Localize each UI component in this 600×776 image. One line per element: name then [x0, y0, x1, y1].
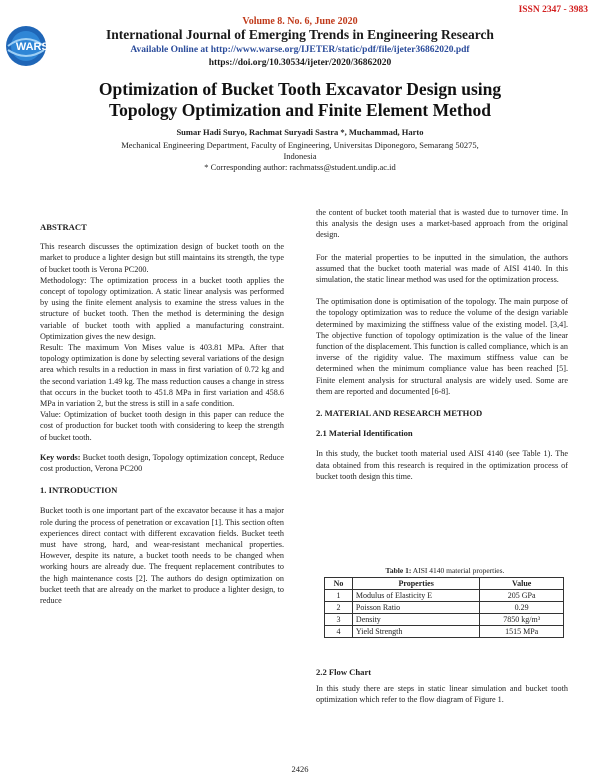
abstract-heading: ABSTRACT [40, 222, 87, 232]
table-cell: 2 [325, 602, 353, 614]
table-header: Value [480, 578, 564, 590]
right-paragraph-5: In this study there are steps in static linear simulation and bucket tooth optimization which refer to the flow diagram of Figure 1. [316, 684, 568, 705]
material-properties-table [324, 577, 564, 638]
right-paragraph-1: the content of bucket tooth material that is wasted due to turnover time. In this analysis the design uses a market-based approach from the original design. [316, 208, 568, 240]
journal-title: International Journal of Emerging Trends in Engineering Research [106, 27, 494, 42]
table-header: Properties [352, 578, 479, 590]
section-2-2-heading: 2.2 Flow Chart [316, 667, 372, 677]
corresponding-author: * Corresponding author: rachmatss@student.undip.ac.id [204, 162, 396, 172]
table-caption-label: Table 1: [385, 566, 412, 575]
table-cell: Poisson Ratio [352, 602, 479, 614]
keywords-text: Bucket tooth design, Topology optimization concept, Reduce cost production, Verona PC200 [40, 452, 284, 474]
affiliation-line-2: Indonesia [283, 151, 317, 161]
title-line-1: Optimization of Bucket Tooth Excavator Design using [98, 79, 502, 99]
paper-title [0, 79, 600, 121]
table-row [325, 602, 564, 614]
issn-label: ISSN 2347 - 3983 [518, 5, 588, 15]
keywords-label: Key words: [40, 452, 81, 462]
doi-link[interactable]: https://doi.org/10.30534/ijeter/2020/36862020 [208, 58, 392, 68]
table-caption-text: AISI 4140 material properties. [411, 566, 505, 575]
table-row [325, 614, 564, 626]
table-cell: 1 [325, 590, 353, 602]
table-cell: 205 GPa [480, 590, 564, 602]
title-line-2: Topology Optimization and Finite Element Method [109, 100, 491, 120]
introduction-heading: 1. INTRODUCTION [40, 485, 118, 496]
keywords [40, 452, 284, 474]
table-cell: Yield Strength [352, 626, 479, 638]
result-paragraph: Result: The maximum Von Mises value is 403.81 MPa. After that topology optimization is done by selecting several variations of the design area which results in a reduction in mass in first variation of 0.72 kg and the second variation 1.49 kg. The mass reduction causes a change in stress that occurs in the bucket tooth to 451.8 MPa in first variation and 458.6 MPa in variation 2, but the stress is still in a safe condition. [40, 343, 284, 409]
right-paragraph-3: The optimisation done is optimisation of the topology. The main purpose of the topology optimization was to reduce the volume of the design variable determined by maximizing the stiffness value of the existing model. [3,4]. The objective function of topology optimization is the value of the linear function of the displacement. This function is called compliance, which is an inverse of the rigidity value. The maximum stiffness value can be determined when the minimum compliance value has been reached [5]. Finite element analysis for structural analysis are widely used. Some are them are reported and documented [6-8]. [316, 297, 568, 396]
table-header-row [325, 578, 564, 590]
methodology-paragraph: Methodology: The optimization process in a bucket tooth applies the concept of topology optimization. A static linear analysis was performed by using the finite element analysis to examine the stress values in the structure of bucket tooth. Then the method is determining the design variable of bucket tooth with applied a manufacturing constraint. Optimization gives the new design. [40, 275, 284, 341]
table-cell: 7850 kg/m³ [480, 614, 564, 626]
table-cell: Modulus of Elasticity E [352, 590, 479, 602]
affiliation [0, 140, 600, 173]
right-paragraph-4: In this study, the bucket tooth material used AISI 4140 (see Table 1). The data obtained from this research is required in the optimization process of bucket tooth design this time. [316, 449, 568, 481]
volume-line: Volume 8. No. 6, June 2020 [242, 16, 358, 27]
affiliation-line-1: Mechanical Engineering Department, Faculty of Engineering, Universitas Diponegoro, Semarang 50275, [121, 140, 479, 150]
right-column [316, 207, 568, 482]
authors: Sumar Hadi Suryo, Rachmat Suryadi Sastra *, Muchammad, Harto [176, 127, 424, 137]
page-number: 2426 [291, 764, 309, 774]
section-2-heading: 2. MATERIAL AND RESEARCH METHOD [316, 408, 483, 419]
right-paragraph-2: For the material properties to be inputted in the simulation, the authors assumed that the bucket tooth material was made of AISI 4140. In this simulation, the static linear method was used for the optimization process. [316, 252, 568, 285]
abstract-paragraph: This research discusses the optimization design of bucket tooth on the market to produce a lighter design but still maintains its strength, the type of bucket tooth is Verona PC200. [40, 242, 284, 274]
table-cell: 4 [325, 626, 353, 638]
table-cell: 1515 MPa [480, 626, 564, 638]
logo-text: WARSE [15, 41, 57, 53]
table-caption [320, 566, 570, 575]
table-header: No [325, 578, 353, 590]
table-row [325, 590, 564, 602]
table-cell: 3 [325, 614, 353, 626]
flow-chart-section [316, 667, 568, 706]
table-row [325, 626, 564, 638]
available-online-link[interactable]: Available Online at http://www.warse.org/IJETER/static/pdf/file/ijeter36862020.pdf [130, 45, 470, 55]
table-cell: 0.29 [480, 602, 564, 614]
value-paragraph: Value: Optimization of bucket tooth design in this paper can reduce the cost of production for bucket tooth with considering to keep the strength of bucket tooth. [40, 410, 284, 442]
introduction-paragraph: Bucket tooth is one important part of the excavator because it has a major role during the process of penetration or excavation [1]. This section often experiences direct contact with different excavation fields. Bucket teeth must have strong, hard, and wear-resistant mechanical properties. However, despite its nature, a bucket tooth needs to be changed when working hours are already due. The frequent replacement contributes to the high maintenance costs [2]. The authors do design optimization on bucket teeth that are already on the market to produce a lighter design, to reduce [40, 506, 284, 606]
section-2-1-heading: 2.1 Material Identification [316, 428, 413, 439]
table-cell: Density [352, 614, 479, 626]
left-column [40, 222, 284, 606]
